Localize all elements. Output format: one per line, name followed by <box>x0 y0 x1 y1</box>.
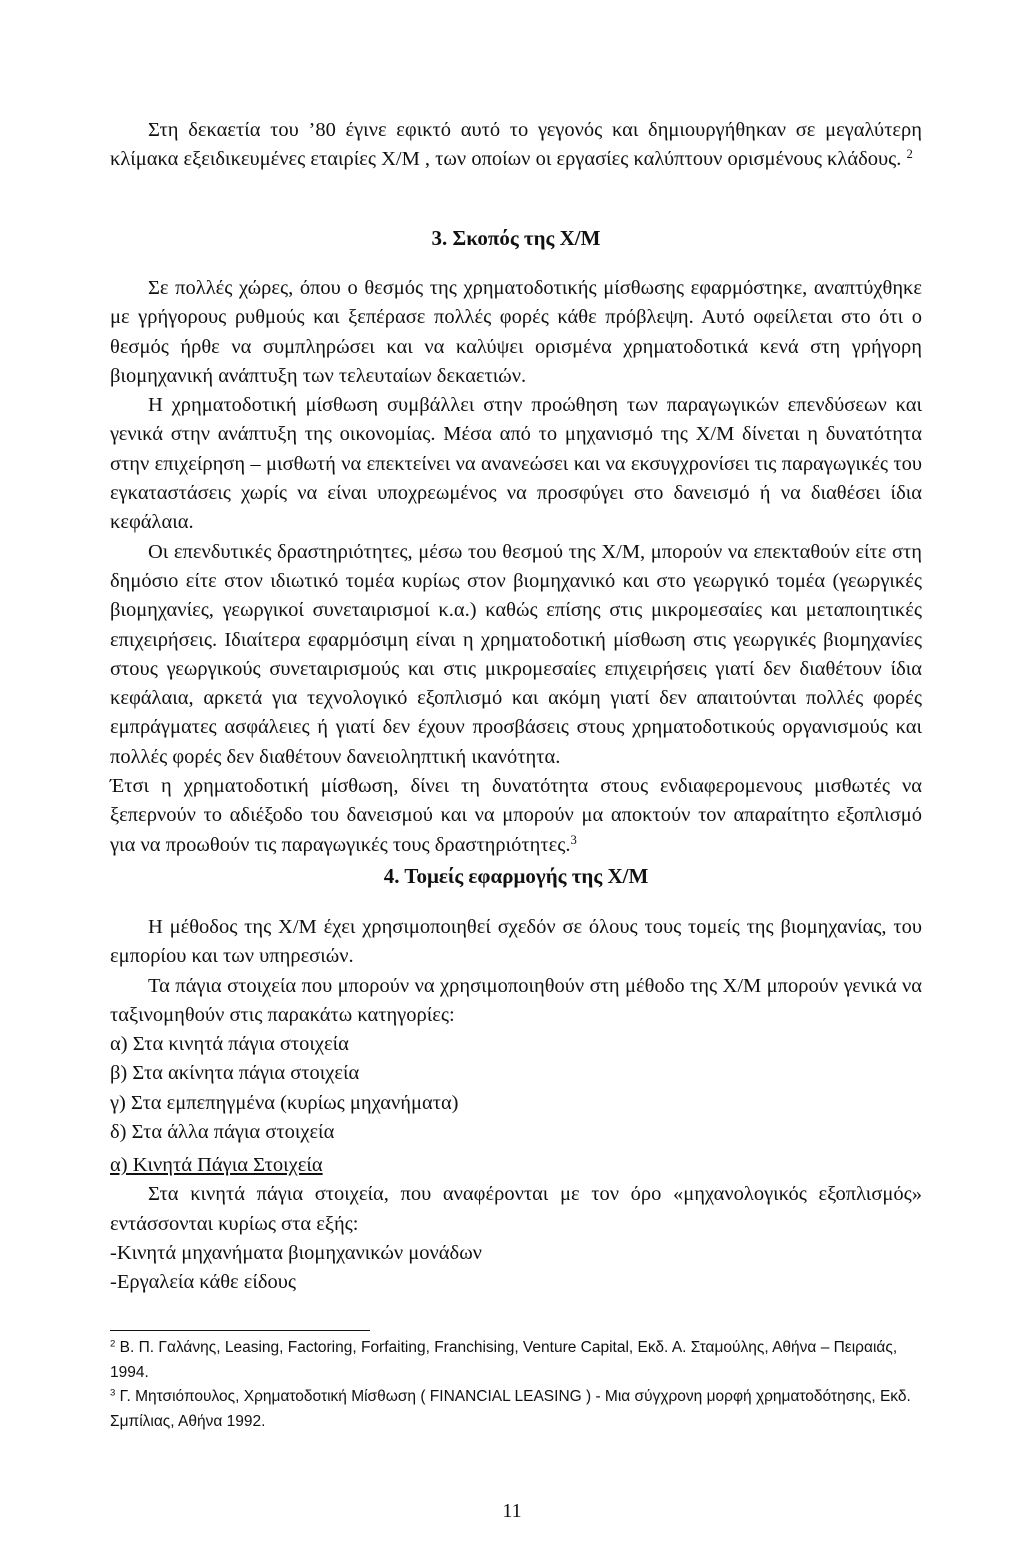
footnote-3: $^3$ Γ. Μητσιόπουλος, Χρηματοδοτική Μίσθωση ( FINANCIAL LEASING ) - Μια σύγχρονη μορφή χρηματοδότησης, Εκδ. Σμπίλιας, Αθήνα 1992. <box>110 1387 911 1430</box>
section-4-body <box>110 913 922 1147</box>
footnotes <box>110 1336 930 1434</box>
equipment-item: -Εργαλεία κάθε είδους <box>110 1271 297 1294</box>
subsection-a <box>110 1151 922 1297</box>
paragraph-s4-1: Η μέθοδος της Χ/Μ έχει χρησιμοποιηθεί σχεδόν σε όλους τους τομείς της βιομηχανίας, του εμπορίου και των υπηρεσιών. <box>110 916 922 968</box>
section-4 <box>110 862 922 891</box>
paragraph-sub-a-1: Στα κινητά πάγια στοιχεία, που αναφέρονται με τον όρο «μηχανολογικός εξοπλισμός» εντάσσονται κυρίως στα εξής: <box>110 1183 922 1235</box>
footnote-2: $^2$ Β. Π. Γαλάνης, Leasing, Factoring, Forfaiting, Franchising, Venture Capital, Εκδ. Α. Σταμούλης, Αθήνα – Πειραιάς, 1994. <box>110 1338 898 1381</box>
paragraph-s3-3: Οι επενδυτικές δραστηριότητες, μέσω του θεσμού της Χ/Μ, μπορούν να επεκταθούν είτε στη δημόσιο είτε στον ιδιωτικό τομέα κυρίως στον βιομηχανικό και στο γεωργικό τομέα (γεωργικές βιομηχανίες, γεωργικοί συνεταιρισμοί κ.α.) καθώς επίσης στις μικρομεσαίες και μεταποιητικές επιχειρήσεις. Ιδιαίτερα εφαρμόσιμη είναι η χρηματοδοτική μίσθωση στις γεωργικές βιομηχανίες στους γεωργικούς συνεταιρισμούς και στις μικρομεσαίες επιχειρήσεις γιατί δεν διαθέτουν ίδια κεφάλαια, αρκετά για τεχνολογικό εξοπλισμό και ακόμη γιατί δεν απαιτούνται πολλές φορές εμπράγματες ασφάλειες ή γιατί δεν έχουν προσβάσεις στους χρηματοδοτικούς οργανισμούς και πολλές φορές δεν διαθέτουν δανειοληπτική ικανότητα. <box>110 540 922 768</box>
category-item: β) Στα ακίνητα πάγια στοιχεία <box>110 1062 360 1085</box>
paragraph-s3-4: Έτσι η χρηματοδοτική μίσθωση, δίνει τη δυνατότητα στους ενδιαφερομενους μισθωτές να ξεπερνούν το αδιέξοδο του δανεισμού και να μπορούν μα αποκτούν τον απαραίτητο εξοπλισμό για να προωθούν τις παραγωγικές τους δραστηριότητες.$^3$ <box>110 775 922 856</box>
footnote-divider <box>110 1330 370 1331</box>
category-item: δ) Στα άλλα πάγια στοιχεία <box>110 1121 335 1144</box>
paragraph-intro: Στη δεκαετία του ’80 έγινε εφικτό αυτό το γεγονός και δημιουργήθηκαν σε μεγαλύτερη κλίμακα εξειδικευμένες εταιρίες Χ/Μ , των οποίων οι εργασίες καλύπτουν ορισμένους κλάδους. $^2$ <box>110 119 922 171</box>
heading-section-3: 3. Σκοπός της Χ/Μ <box>431 226 601 250</box>
section-3-body <box>110 274 922 860</box>
main-text-block <box>110 116 922 175</box>
paragraph-s4-2: Τα πάγια στοιχεία που μπορούν να χρησιμοποιηθούν στη μέθοδο της Χ/Μ μπορούν γενικά να ταξινομηθούν στις παρακάτω κατηγορίες: <box>110 974 922 1026</box>
heading-section-4: 4. Τομείς εφαρμογής της Χ/Μ <box>383 864 649 888</box>
page-number: 11 <box>502 1500 522 1522</box>
section-3 <box>110 224 922 253</box>
paragraph-s3-2: Η χρηματοδοτική μίσθωση συμβάλλει στην προώθηση των παραγωγικών επενδύσεων και γενικά στην ανάπτυξη της οικονομίας. Μέσα από το μηχανισμό της Χ/Μ δίνεται η δυνατότητα στην επιχείρηση – μισθωτή να επεκτείνει να ανανεώσει και να εκσυγχρονίσει τις παραγωγικές του εγκαταστάσεις χωρίς να είναι υποχρεωμένος να προσφύγει στο δανεισμό ή να διαθέσει ίδια κεφάλαια. <box>110 394 922 534</box>
paragraph-s3-1: Σε πολλές χώρες, όπου ο θεσμός της χρηματοδοτικής μίσθωσης εφαρμόστηκε, αναπτύχθηκε με γρήγορους ρυθμούς και ξεπέρασε πολλές φορές κάθε πρόβλεψη. Αυτό οφείλεται στο ότι ο θεσμός ήρθε να συμπληρώσει και να καλύψει ορισμένα χρηματοδοτικά κενά στη γρήγορη βιομηχανική ανάπτυξη των τελευταίων δεκαετιών. <box>110 277 922 387</box>
footnote-ref-2: 2 <box>906 147 913 162</box>
heading-subsection-a: α) Κινητά Πάγια Στοιχεία <box>110 1154 323 1176</box>
category-item: γ) Στα εμπεπηγμένα (κυρίως μηχανήματα) <box>110 1091 459 1114</box>
equipment-item: -Κινητά μηχανήματα βιομηχανικών μονάδων <box>110 1241 482 1264</box>
footnote-ref-3: 3 <box>570 832 577 847</box>
category-item: α) Στα κινητά πάγια στοιχεία <box>110 1033 349 1056</box>
